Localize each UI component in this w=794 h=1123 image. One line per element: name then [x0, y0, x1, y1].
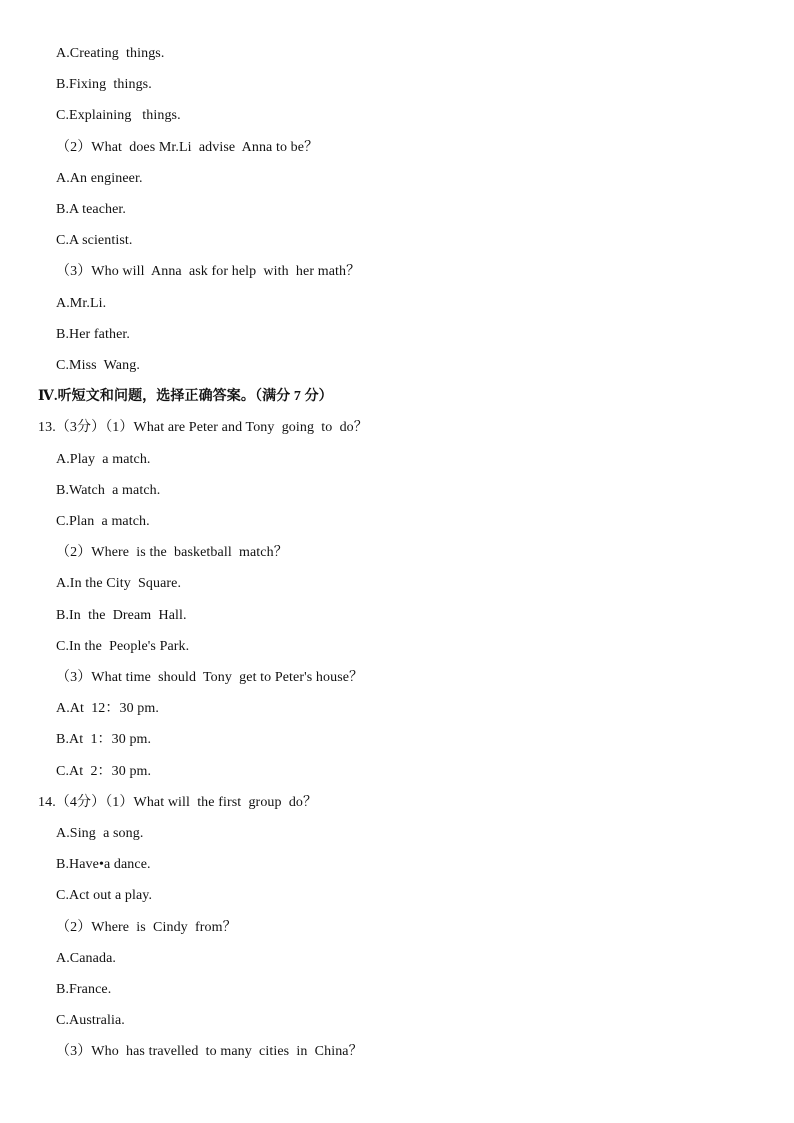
- answer-option: A.Mr.Li.: [56, 296, 107, 311]
- sub-question: （2）What does Mr.Li advise Anna to be？: [56, 140, 319, 155]
- question-stem: 14.（4分）（1）What will the first group do？: [38, 795, 318, 810]
- sub-question: （2）Where is the basketball match？: [56, 545, 288, 560]
- answer-option: B.Watch a match.: [56, 483, 161, 498]
- answer-option: A.An engineer.: [56, 171, 143, 186]
- section-heading: Ⅳ.听短文和问题，选择正确答案。（满分 7 分）: [38, 389, 333, 404]
- answer-option: A.Sing a song.: [56, 826, 144, 841]
- answer-option: B.Have•a dance.: [56, 857, 151, 872]
- answer-option: C.Plan a match.: [56, 514, 150, 529]
- answer-option: B.Her father.: [56, 327, 130, 342]
- sub-question: （3）Who has travelled to many cities in China？: [56, 1044, 363, 1059]
- answer-option: B.A teacher.: [56, 202, 127, 217]
- answer-option: C.Explaining things.: [56, 108, 181, 123]
- question-stem: 13.（3分）（1）What are Peter and Tony going to do？: [38, 420, 368, 435]
- sub-question: （2）Where is Cindy from？: [56, 920, 237, 935]
- answer-option: A.Creating things.: [56, 46, 165, 61]
- answer-option: C.At 2：30 pm.: [56, 764, 152, 779]
- answer-option: C.A scientist.: [56, 233, 133, 248]
- answer-option: C.Miss Wang.: [56, 358, 140, 373]
- answer-option: A.Play a match.: [56, 452, 151, 467]
- answer-option: A.In the City Square.: [56, 576, 182, 591]
- answer-option: B.Fixing things.: [56, 77, 152, 92]
- answer-option: C.Act out a play.: [56, 888, 153, 903]
- answer-option: A.At 12：30 pm.: [56, 701, 159, 716]
- answer-option: C.Australia.: [56, 1013, 125, 1028]
- sub-question: （3）Who will Anna ask for help with her math？: [56, 264, 361, 279]
- answer-option: C.In the People's Park.: [56, 639, 190, 654]
- sub-question: （3）What time should Tony get to Peter's house？: [56, 670, 364, 685]
- answer-option: B.At 1：30 pm.: [56, 732, 152, 747]
- answer-option: A.Canada.: [56, 951, 116, 966]
- answer-option: B.In the Dream Hall.: [56, 608, 187, 623]
- answer-option: B.France.: [56, 982, 112, 997]
